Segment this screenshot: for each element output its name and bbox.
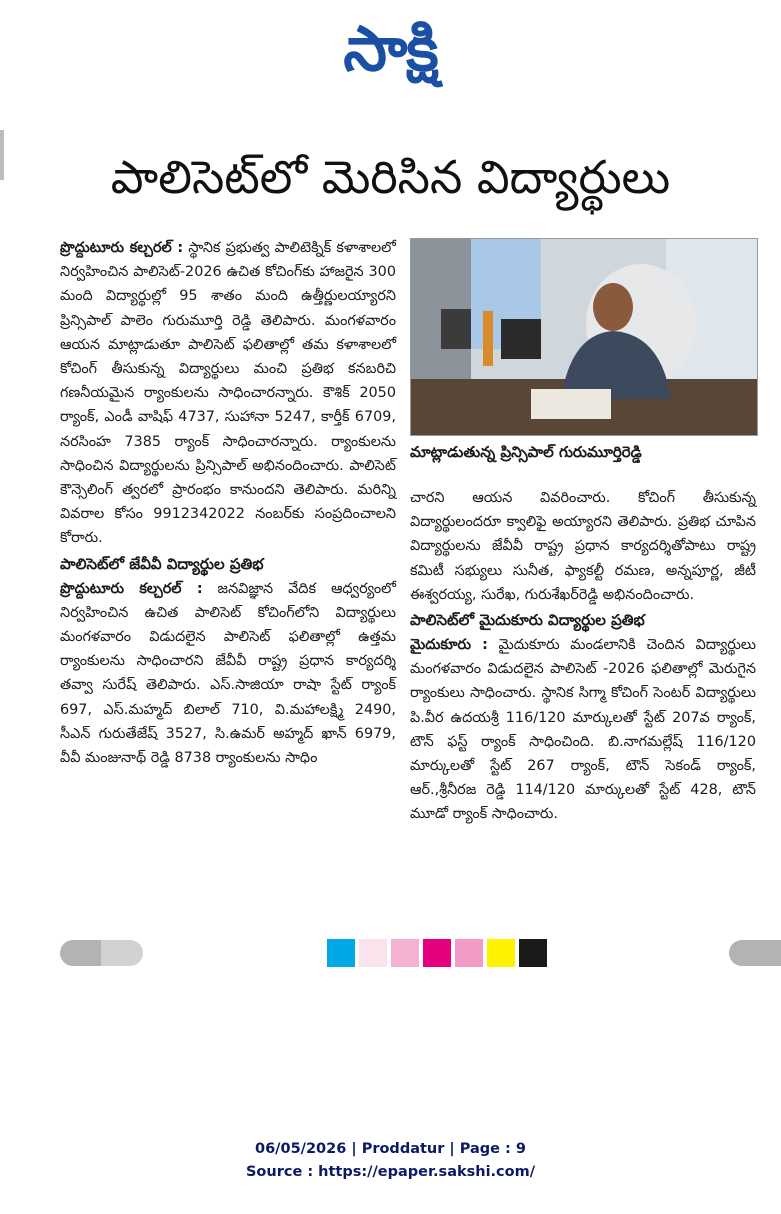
color-swatch [519, 939, 547, 967]
article-2-heading: పాలిసెట్‌లో జేవీవీ విద్యార్థుల ప్రతిభ [60, 554, 264, 573]
color-registration-swatches [327, 939, 547, 967]
color-swatch [487, 939, 515, 967]
left-column [60, 236, 396, 770]
article-3-body: మైదుకూరు మండలానికి చెందిన విద్యార్థులు మంగళవారం విడుదలైన పాలిసెట్ -2026 ఫలితాల్లో మెరుగైన ర్యాంకులు సాధించారు. స్థానిక సిగ్మా కోచింగ్ సెంటర్ విద్యార్థులు పి.వీర ఉదయశ్రీ 116/120 మార్కులతో స్టేట్ 207వ ర్యాంక్, టౌన్ ఫస్ట్ ర్యాంక్ సాధించింది. బి.నాగమల్లేష్ 116/120 మార్కులతో స్టేట్ 267 ర్యాంక్, టౌన్ సెకండ్ ర్యాంక్, ఆర్.,శ్రీనీరజ రెడ్డి 114/120 మార్కులతో స్టేట్ 428, టౌన్ మూడో ర్యాంక్ సాధించారు. [410, 637, 756, 823]
article-1-dateline: ప్రొద్దుటూరు కల్చరల్ : [60, 240, 184, 256]
photo-illustration [411, 239, 757, 435]
footer-date-line: 06/05/2026 | Proddatur | Page : 9 [255, 1141, 526, 1157]
color-swatch [423, 939, 451, 967]
article-2-body: జనవిజ్ఞాన వేదిక ఆధ్వర్యంలో నిర్వహించిన ఉచిత పాలిసెట్ కోచింగ్‌లోని విద్యార్థులు మంగళవారం విడుదలైన పాలిసెట్ ఫలితాల్లో ఉత్తమ ర్యాంకులను సాధించారని జేవీవీ రాష్ట్ర ప్రధాన కార్యదర్శి తవ్వా సురేష్ తెలిపారు. ఎస్.సాజియా రాషా స్టేట్ ర్యాంక్ 697, ఎస్.మహ్మద్ బిలాల్ 710, వి.మహాలక్ష్మి 2490, సీఎన్ గురుతేజేష్ 3527, సి.ఉమర్ అహ్మద్ ఖాన్ 6979, వీవీ మంజునాథ్ రెడ్డి 8738 ర్యాంకులను సాధిం [60, 580, 396, 767]
page-headline: పాలిసెట్‌లో మెరిసిన విద్యార్థులు [110, 150, 671, 204]
color-swatch [327, 939, 355, 967]
footer-source-line: Source : https://epaper.sakshi.com/ [245, 1164, 536, 1180]
registration-bar-left [60, 940, 143, 966]
article-3 [410, 633, 756, 827]
logo-text: సాక్షి [343, 12, 438, 85]
article-3-dateline: మైదుకూరు : [410, 637, 488, 654]
article-3-heading: పాలిసెట్‌లో మైదుకూరు విద్యార్థుల ప్రతిభ [410, 611, 645, 630]
masthead-logo [0, 12, 781, 100]
photo-caption: మాట్లాడుతున్న ప్రిన్సిపాల్ గురుమూర్తిరెడ్డి [410, 443, 642, 461]
registration-bar-right [729, 940, 781, 966]
right-column [410, 486, 756, 827]
article-1 [60, 236, 396, 551]
article-1-body: స్థానిక ప్రభుత్వ పాలిటెక్నిక్ కళాశాలలో నిర్వహించిన పాలిసెట్-2026 ఉచిత కోచింగ్‌కు హాజరైన 300 మంది విద్యార్థుల్లో 95 శాతం మంది ఉత్తీర్ణులయ్యారని ప్రిన్సిపాల్ పాలెం గురుమూర్తి రెడ్డి తెలిపారు. మంగళవారం ఆయన మాట్లాడుతూ పాలిసెట్ ఫలితాల్లో తమ కళాశాలలో కోచింగ్ తీసుకున్న విద్యార్థులు మంచి ప్రతిభ కనబరిచి గణనీయమైన ర్యాంకులను సాధించారన్నారు. కౌశిక్ 2050 ర్యాంక్, ఎండీ వాషిఫ్ 4737, సుహానా 5247, కార్తీక్ 6709, నరసింహ 7385 ర్యాంక్ సాధించారన్నారు. ర్యాంకులను సాధించిన విద్యార్థులను ప్రిన్సిపాల్ అభినందించారు. పాలిసెట్ కౌన్సెలింగ్ త్వరలో ప్రారంభం కానుందని తెలిపారు. మరిన్ని వివరాల కోసం 9912342022 నంబర్‌కు సంప్రదించాలని కోరారు. [60, 240, 396, 547]
article-2 [60, 577, 396, 771]
principal-photo [410, 238, 758, 436]
color-swatch [391, 939, 419, 967]
color-swatch [359, 939, 387, 967]
article-2-continuation: చారని ఆయన వివరించారు. కోచింగ్ తీసుకున్న విద్యార్థులందరూ క్వాలిఫై అయ్యారని తెలిపారు. ప్రతిభ చూపిన విద్యార్థులను జేవీవీ రాష్ట్ర ప్రధాన కార్యదర్శితోపాటు రాష్ట్ర కమిటీ సభ్యులు సునీత, ఫ్యాకల్టీ రమణ, అన్నపూర్ణ, జీటీ ఈశ్వరయ్య, సురేఖ, గురుశేఖర్‌రెడ్డి అభినందించారు. [410, 490, 756, 603]
color-swatch [455, 939, 483, 967]
article-2-dateline: ప్రొద్దుటూరు కల్చరల్ : [60, 580, 203, 597]
